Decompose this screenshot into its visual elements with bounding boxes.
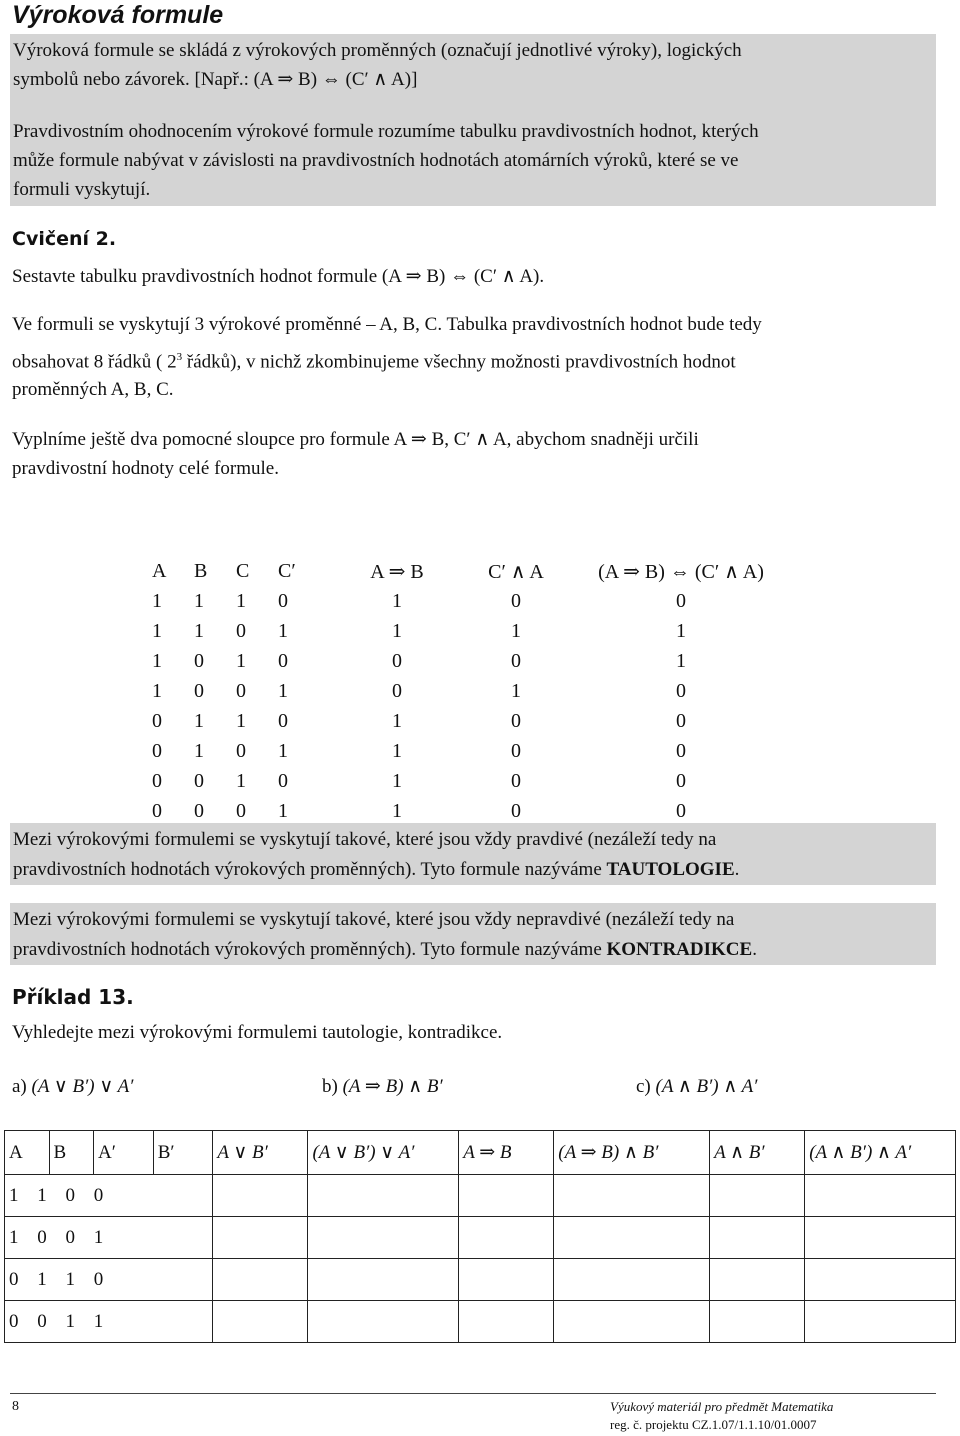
grid-header-cell: A ⇒ B (459, 1131, 554, 1175)
truth-table-cell: 0 (511, 589, 521, 612)
grid-values-cell: 0 1 1 0 (5, 1259, 213, 1301)
truth-table-row (152, 766, 786, 796)
truth-table-row (152, 586, 786, 616)
truth-table-cell: 1 (152, 619, 162, 642)
exercise-text: pravdivostní hodnoty celé formule. (12, 458, 279, 479)
grid-row (5, 1217, 956, 1259)
truth-table-row (152, 706, 786, 736)
grid-header-cell: B′ (153, 1131, 213, 1175)
truth-table-cell: 1 (392, 589, 402, 612)
truth-table-row (152, 796, 786, 826)
grid-values-cell: 0 0 1 1 (5, 1301, 213, 1343)
grid-row (5, 1259, 956, 1301)
grid-header-cell: A ∨ B′ (213, 1131, 308, 1175)
formula-a: a) (A ∨ B′) ∨ A′ (12, 1076, 134, 1097)
grid-empty-cell[interactable] (308, 1301, 459, 1343)
truth-table-cell: 1 (392, 619, 402, 642)
truth-table-cell: 0 (194, 799, 204, 822)
grid-header-cell: B (49, 1131, 94, 1175)
truth-table-cell: 0 (511, 649, 521, 672)
intro-line: symbolů nebo závorek. [Např.: (A ⇒ B) ⇔ (C′ ∧ A)] (13, 69, 418, 90)
truth-table-cell: 0 (194, 649, 204, 672)
grid-header-cell: A (5, 1131, 50, 1175)
exercise-text: obsahovat 8 řádků ( $2^3$ řádků), v nichž zkombinujeme všechny možnosti pravdivostních hodnot (12, 351, 736, 373)
grid-row (5, 1175, 956, 1217)
truth-table-cell: 0 (194, 769, 204, 792)
truth-table-cell: 1 (152, 679, 162, 702)
exercise-text: proměnných A, B, C. (12, 379, 174, 400)
formula-c: c) (A ∧ B′) ∧ A′ (636, 1076, 758, 1097)
truth-table-cell: 1 (511, 679, 521, 702)
truth-table-cell: 1 (278, 679, 288, 702)
truth-table-row (152, 556, 786, 586)
truth-table-cell: 1 (236, 769, 246, 792)
exercise-heading: Cvičení 2. (12, 228, 117, 250)
truth-table-cell: 0 (676, 739, 686, 762)
truth-table-cell: 0 (194, 679, 204, 702)
grid-empty-cell[interactable] (554, 1217, 710, 1259)
truth-table-cell: 1 (152, 649, 162, 672)
truth-table-cell: 0 (676, 589, 686, 612)
truth-table-cell: 1 (511, 619, 521, 642)
grid-header-cell: (A ⇒ B) ∧ B′ (554, 1131, 710, 1175)
truth-table-cell: 0 (236, 799, 246, 822)
intro-line: Pravdivostním ohodnocením výrokové formule rozumíme tabulku pravdivostních hodnot, kterých (13, 121, 759, 142)
truth-table-cell: 1 (278, 799, 288, 822)
grid-empty-cell[interactable] (459, 1301, 554, 1343)
footer-project: reg. č. projektu CZ.1.07/1.1.10/01.0007 (610, 1417, 817, 1432)
truth-table-cell: 1 (392, 709, 402, 732)
grid-values-cell: 1 0 0 1 (5, 1217, 213, 1259)
grid-values-cell: 1 1 0 0 (5, 1175, 213, 1217)
truth-table-cell: 1 (278, 739, 288, 762)
grid-header-cell: (A ∧ B′) ∧ A′ (805, 1131, 956, 1175)
truth-table-row (152, 616, 786, 646)
grid-empty-cell[interactable] (805, 1217, 956, 1259)
definition-line: Mezi výrokovými formulemi se vyskytují takové, které jsou vždy nepravdivé (nezáleží tedy na (13, 909, 735, 930)
tautology-box (10, 823, 936, 885)
truth-table-cell: 0 (278, 709, 288, 732)
grid-empty-cell[interactable] (805, 1301, 956, 1343)
grid-empty-cell[interactable] (459, 1217, 554, 1259)
truth-table-cell: 1 (194, 739, 204, 762)
truth-table-cell: 0 (392, 649, 402, 672)
grid-empty-cell[interactable] (213, 1259, 308, 1301)
truth-table (152, 556, 786, 826)
truth-table-cell: 0 (511, 739, 521, 762)
grid-empty-cell[interactable] (710, 1301, 805, 1343)
truth-table-cell: 1 (676, 619, 686, 642)
truth-table-cell: 0 (392, 679, 402, 702)
grid-empty-cell[interactable] (213, 1301, 308, 1343)
intro-line: může formule nabývat v závislosti na pravdivostních hodnotách atomárních výroků, které se ve (13, 150, 739, 171)
truth-table-cell: B (194, 559, 208, 582)
truth-table-cell: 0 (278, 589, 288, 612)
truth-table-cell: 1 (236, 649, 246, 672)
grid-empty-cell[interactable] (213, 1175, 308, 1217)
definition-box (10, 34, 936, 206)
grid-empty-cell[interactable] (308, 1217, 459, 1259)
truth-table-cell: 1 (392, 769, 402, 792)
definition-line: pravdivostních hodnotách výrokových proměnných). Tyto formule nazýváme TAUTOLOGIE. (13, 859, 740, 880)
grid-empty-cell[interactable] (554, 1301, 710, 1343)
truth-table-cell: 1 (236, 589, 246, 612)
exercise-grid-table (4, 1130, 956, 1343)
truth-table-cell: 1 (392, 799, 402, 822)
truth-table-cell: 0 (511, 799, 521, 822)
truth-table-cell: 0 (152, 739, 162, 762)
truth-table-cell: 1 (236, 709, 246, 732)
truth-table-cell: 0 (152, 769, 162, 792)
truth-table-cell: 0 (236, 619, 246, 642)
grid-empty-cell[interactable] (459, 1175, 554, 1217)
truth-table-cell: 0 (676, 709, 686, 732)
footer-rule (10, 1393, 936, 1394)
exercise-task: Sestavte tabulku pravdivostních hodnot formule (A ⇒ B) ⇔ (C′ ∧ A). (12, 266, 545, 287)
page-number: 8 (12, 1399, 19, 1414)
contradiction-box (10, 903, 936, 965)
grid-header-cell: A ∧ B′ (710, 1131, 805, 1175)
truth-table-cell: A (152, 559, 167, 582)
truth-table-cell: 1 (392, 739, 402, 762)
truth-table-cell: 0 (676, 679, 686, 702)
intro-line: formuli vyskytují. (13, 179, 151, 200)
grid-empty-cell[interactable] (213, 1217, 308, 1259)
truth-table-cell: C′ (278, 559, 296, 582)
truth-table-row (152, 736, 786, 766)
grid-empty-cell[interactable] (554, 1175, 710, 1217)
truth-table-cell: 0 (511, 769, 521, 792)
truth-table-cell: 1 (194, 619, 204, 642)
truth-table-cell: A ⇒ B (370, 560, 424, 583)
example-task: Vyhledejte mezi výrokovými formulemi tautologie, kontradikce. (12, 1022, 503, 1043)
definition-line: Mezi výrokovými formulemi se vyskytují takové, které jsou vždy pravdivé (nezáleží tedy na (13, 829, 717, 850)
truth-table-cell: C′ ∧ A (488, 560, 544, 583)
intro-line: Výroková formule se skládá z výrokových proměnných (označují jednotlivé výroky), logických (13, 40, 742, 61)
term-kontradikce: KONTRADIKCE (606, 939, 753, 960)
truth-table-cell: 1 (152, 589, 162, 612)
definition-line: pravdivostních hodnotách výrokových proměnných). Tyto formule nazýváme KONTRADIKCE. (13, 939, 757, 960)
truth-table-cell: 0 (278, 769, 288, 792)
truth-table-cell: 1 (278, 619, 288, 642)
truth-table-row (152, 676, 786, 706)
truth-table-cell: 0 (152, 709, 162, 732)
grid-header-cell: A′ (94, 1131, 154, 1175)
exercise-text: Vyplníme ještě dva pomocné sloupce pro formule A ⇒ B, C′ ∧ A, abychom snadněji určili (12, 429, 699, 450)
grid-empty-cell[interactable] (805, 1259, 956, 1301)
grid-empty-cell[interactable] (710, 1259, 805, 1301)
truth-table-cell: 0 (511, 709, 521, 732)
truth-table-cell: 0 (676, 799, 686, 822)
formula-b: b) (A ⇒ B) ∧ B′ (322, 1076, 443, 1097)
exercise-text: Ve formuli se vyskytují 3 výrokové proměnné – A, B, C. Tabulka pravdivostních hodnot bude tedy (12, 314, 762, 335)
grid-empty-cell[interactable] (308, 1175, 459, 1217)
page-title: Výroková formule (12, 1, 224, 29)
grid-header-cell: (A ∨ B′) ∨ A′ (308, 1131, 459, 1175)
truth-table-cell: 0 (236, 739, 246, 762)
truth-table-cell: (A ⇒ B) ⇔ (C′ ∧ A) (598, 560, 764, 583)
truth-table-cell: 1 (194, 709, 204, 732)
truth-table-cell: 0 (676, 769, 686, 792)
grid-empty-cell[interactable] (554, 1259, 710, 1301)
grid-empty-cell[interactable] (805, 1175, 956, 1217)
grid-empty-cell[interactable] (710, 1217, 805, 1259)
truth-table-cell: 0 (152, 799, 162, 822)
example-heading: Příklad 13. (12, 985, 134, 1009)
superscript: 3 (176, 351, 183, 363)
grid-row (5, 1301, 956, 1343)
term-tautologie: TAUTOLOGIE (606, 859, 735, 880)
footer-material: Výukový materiál pro předmět Matematika (610, 1399, 834, 1414)
grid-empty-cell[interactable] (308, 1259, 459, 1301)
truth-table-cell: 0 (236, 679, 246, 702)
grid-empty-cell[interactable] (459, 1259, 554, 1301)
grid-empty-cell[interactable] (710, 1175, 805, 1217)
truth-table-cell: 0 (278, 649, 288, 672)
truth-table-cell: C (236, 559, 250, 582)
truth-table-cell: 1 (194, 589, 204, 612)
truth-table-cell: 1 (676, 649, 686, 672)
truth-table-row (152, 646, 786, 676)
